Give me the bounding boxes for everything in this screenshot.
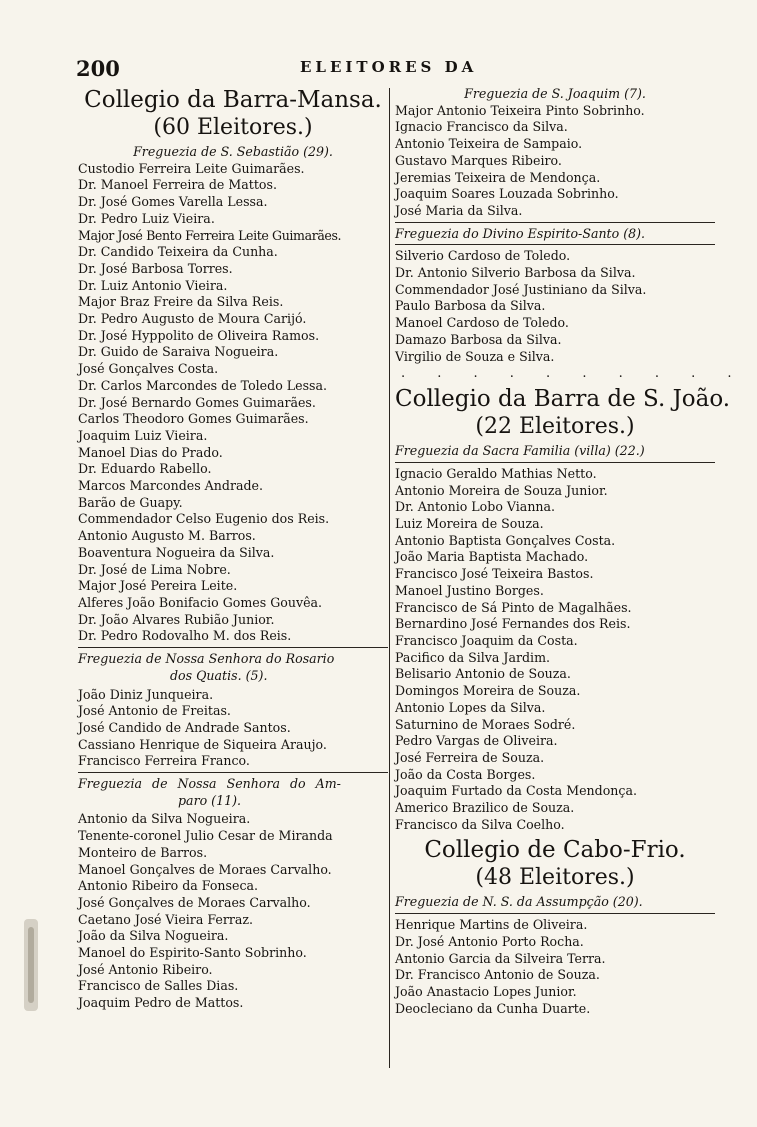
parish-heading-assumpcao: Freguezia de N. S. da Assumpção (20). [395, 894, 643, 910]
elector-entry: Antonio Ribeiro da Fonseca. [78, 878, 259, 894]
elector-entry: Paulo Barbosa da Silva. [395, 298, 546, 314]
elector-entry: Bernardino José Fernandes dos Reis. [395, 616, 631, 632]
elector-entry: Henrique Martins de Oliveira. [395, 917, 588, 933]
elector-entry: Francisco de Salles Dias. [78, 978, 239, 994]
elector-entry: Domingos Moreira de Souza. [395, 683, 581, 699]
page-number: 200 [76, 56, 120, 81]
right-column [395, 86, 746, 1017]
elector-entry: Dr. Pedro Luiz Vieira. [78, 210, 215, 226]
elector-entry: Dr. José Gomes Varella Lessa. [78, 194, 268, 210]
left-column [78, 86, 388, 1012]
elector-entry: Francisco Ferreira Franco. [78, 753, 250, 769]
elector-entry: Dr. Pedro Augusto de Moura Carijó. [78, 311, 307, 327]
elector-entry: Ignacio Geraldo Mathias Netto. [395, 465, 597, 481]
parish-heading-amparo [78, 776, 388, 809]
elector-entry: Joaquim Soares Louzada Sobrinho. [395, 186, 619, 202]
elector-entry: Dr. Eduardo Rabello. [78, 461, 212, 477]
page-edge-stain [20, 915, 42, 1015]
elector-entry: Damazo Barbosa da Silva. [395, 331, 562, 347]
elector-list-sacra-familia [395, 466, 715, 833]
elector-entry: Francisco da Silva Coelho. [395, 816, 565, 832]
elector-entry: Belisario Antonio de Souza. [395, 666, 571, 682]
section-rule [395, 222, 715, 223]
parish-heading-espirito-santo: Freguezia do Divino Espirito-Santo (8). [395, 225, 646, 241]
elector-entry: Dr. Antonio Lobo Vianna. [395, 499, 556, 515]
parish-heading-sacra-familia: Freguezia da Sacra Familia (villa) (22.) [395, 443, 645, 459]
elector-entry: Joaquim Luiz Vieira. [78, 427, 208, 443]
parish-heading-line: paro (11). [178, 792, 242, 808]
parish-heading-sebastiao: Freguezia de S. Sebastião (29). [133, 144, 333, 159]
elector-entry: Caetano José Vieira Ferraz. [78, 911, 254, 927]
elector-entry: Dr. Candido Teixeira da Cunha. [78, 244, 278, 260]
elector-entry: Francisco Joaquim da Costa. [395, 632, 578, 648]
parish-heading-quatis [78, 651, 388, 684]
elector-entry: Ignacio Francisco da Silva. [395, 119, 568, 135]
elector-entry: Major Braz Freire da Silva Reis. [78, 294, 284, 310]
elector-entry: Deocleciano da Cunha Duarte. [395, 1000, 591, 1016]
parish-heading-line: Freguezia de Nossa Senhora do Am- [78, 776, 341, 792]
elector-entry: Custodio Ferreira Leite Guimarães. [78, 160, 305, 176]
elector-entry: José Candido de Andrade Santos. [78, 719, 291, 735]
elector-entry: Joaquim Pedro de Mattos. [78, 995, 244, 1011]
elector-entry: José Maria da Silva. [395, 202, 523, 218]
elector-entry: Antonio Baptista Gonçalves Costa. [395, 532, 616, 548]
dotted-leader: . . . . . . . . . . [401, 366, 746, 382]
elector-list-assumpcao [395, 917, 715, 1017]
elector-entry: Major José Bento Ferreira Leite Guimarães. [78, 227, 342, 243]
elector-entry: Saturnino de Moraes Sodré. [395, 716, 576, 732]
elector-entry: Antonio Augusto M. Barros. [78, 528, 256, 544]
elector-entry: Manoel do Espirito-Santo Sobrinho. [78, 945, 307, 961]
section-rule [395, 244, 715, 245]
elector-entry: Manoel Dias do Prado. [78, 444, 223, 460]
elector-entry: Silverio Cardoso de Toledo. [395, 248, 571, 264]
college-count-cabo-frio: (48 Eleitores.) [475, 865, 635, 891]
elector-entry: Marcos Marcondes Andrade. [78, 478, 263, 494]
parish-heading-line: dos Quatis. (5). [170, 667, 268, 683]
elector-entry: Dr. Carlos Marcondes de Toledo Lessa. [78, 377, 328, 393]
elector-entry: Tenente-coronel Julio Cesar de Miranda Monteiro de Barros. [78, 828, 333, 860]
college-count-barra-sjoao: (22 Eleitores.) [475, 414, 635, 440]
elector-entry: João da Silva Nogueira. [78, 928, 229, 944]
elector-list-amparo [78, 811, 388, 1011]
elector-entry: José Gonçalves Costa. [78, 361, 219, 377]
section-rule [395, 913, 715, 914]
elector-entry: Boaventura Nogueira da Silva. [78, 544, 275, 560]
elector-entry: Dr. José Barbosa Torres. [78, 260, 233, 276]
elector-entry: José Ferreira de Souza. [395, 749, 545, 765]
elector-entry: Manoel Justino Borges. [395, 582, 544, 598]
elector-entry: Luiz Moreira de Souza. [395, 516, 544, 532]
elector-entry: Commendador Celso Eugenio dos Reis. [78, 511, 330, 527]
college-count-barra-mansa: (60 Eleitores.) [153, 115, 313, 140]
parish-heading-line: Freguezia de Nossa Senhora do Rosario [78, 651, 335, 667]
elector-entry: Dr. José de Lima Nobre. [78, 561, 231, 577]
elector-entry: Jeremias Teixeira de Mendonça. [395, 169, 601, 185]
parish-heading-joaquim: Freguezia de S. Joaquim (7). [464, 86, 646, 101]
elector-entry: Antonio Lopes da Silva. [395, 699, 546, 715]
elector-entry: Americo Brazilico de Souza. [395, 800, 575, 816]
elector-entry: José Antonio de Freitas. [78, 703, 231, 719]
elector-entry: João Maria Baptista Machado. [395, 549, 589, 565]
column-divider [389, 88, 390, 1068]
elector-entry: Joaquim Furtado da Costa Mendonça. [395, 783, 637, 799]
college-title-barra-mansa: Collegio da Barra-Mansa. [84, 87, 382, 113]
section-rule [78, 647, 388, 648]
elector-entry: José Antonio Ribeiro. [78, 961, 213, 977]
elector-entry: Cassiano Henrique de Siqueira Araujo. [78, 736, 327, 752]
running-title: ELEITORES DA [300, 58, 478, 76]
elector-list-espirito-santo [395, 248, 715, 365]
elector-entry: Dr. Francisco Antonio de Souza. [395, 967, 600, 983]
elector-entry: Dr. João Alvares Rubião Junior. [78, 611, 275, 627]
elector-entry: João da Costa Borges. [395, 766, 536, 782]
elector-entry: Dr. José Hyppolito de Oliveira Ramos. [78, 327, 320, 343]
elector-entry: José Gonçalves de Moraes Carvalho. [78, 894, 311, 910]
elector-entry: Virgilio de Souza e Silva. [395, 348, 555, 364]
elector-entry: João Diniz Junqueira. [78, 686, 214, 702]
elector-entry: Commendador José Justiniano da Silva. [395, 281, 647, 297]
elector-entry: Carlos Theodoro Gomes Guimarães. [78, 411, 309, 427]
elector-entry: Alferes João Bonifacio Gomes Gouvêa. [78, 594, 323, 610]
college-title-cabo-frio: Collegio de Cabo-Frio. [424, 837, 686, 864]
elector-entry: Major José Pereira Leite. [78, 578, 238, 594]
elector-list-joaquim [395, 103, 715, 220]
elector-entry: Antonio Moreira de Souza Junior. [395, 482, 608, 498]
elector-entry: Manoel Cardoso de Toledo. [395, 315, 569, 331]
elector-entry: Dr. Luiz Antonio Vieira. [78, 277, 228, 293]
elector-entry: Pacifico da Silva Jardim. [395, 649, 551, 665]
elector-entry: Francisco de Sá Pinto de Magalhães. [395, 599, 632, 615]
elector-entry: Dr. Antonio Silverio Barbosa da Silva. [395, 265, 636, 281]
elector-entry: Major Antonio Teixeira Pinto Sobrinho. [395, 102, 645, 118]
elector-entry: Pedro Vargas de Oliveira. [395, 733, 558, 749]
elector-entry: Francisco José Teixeira Bastos. [395, 566, 594, 582]
section-rule [395, 462, 715, 463]
elector-entry: Manoel Gonçalves de Moraes Carvalho. [78, 861, 332, 877]
elector-entry: Gustavo Marques Ribeiro. [395, 152, 562, 168]
section-rule [78, 772, 388, 773]
elector-entry: Dr. Pedro Rodovalho M. dos Reis. [78, 628, 292, 644]
elector-entry: João Anastacio Lopes Junior. [395, 983, 577, 999]
elector-entry: Antonio da Silva Nogueira. [78, 811, 251, 827]
elector-entry: Dr. Guido de Saraiva Nogueira. [78, 344, 279, 360]
elector-entry: Barão de Guapy. [78, 494, 183, 510]
elector-entry: Antonio Teixeira de Sampaio. [395, 136, 583, 152]
college-title-barra-sjoao: Collegio da Barra de S. João. [395, 386, 731, 413]
elector-entry: Dr. José Bernardo Gomes Guimarães. [78, 394, 316, 410]
elector-entry: Antonio Garcia da Silveira Terra. [395, 950, 606, 966]
elector-entry: Dr. José Antonio Porto Rocha. [395, 933, 584, 949]
elector-list-sebastiao [78, 161, 388, 645]
elector-entry: Dr. Manoel Ferreira de Mattos. [78, 177, 277, 193]
elector-list-quatis [78, 687, 388, 771]
